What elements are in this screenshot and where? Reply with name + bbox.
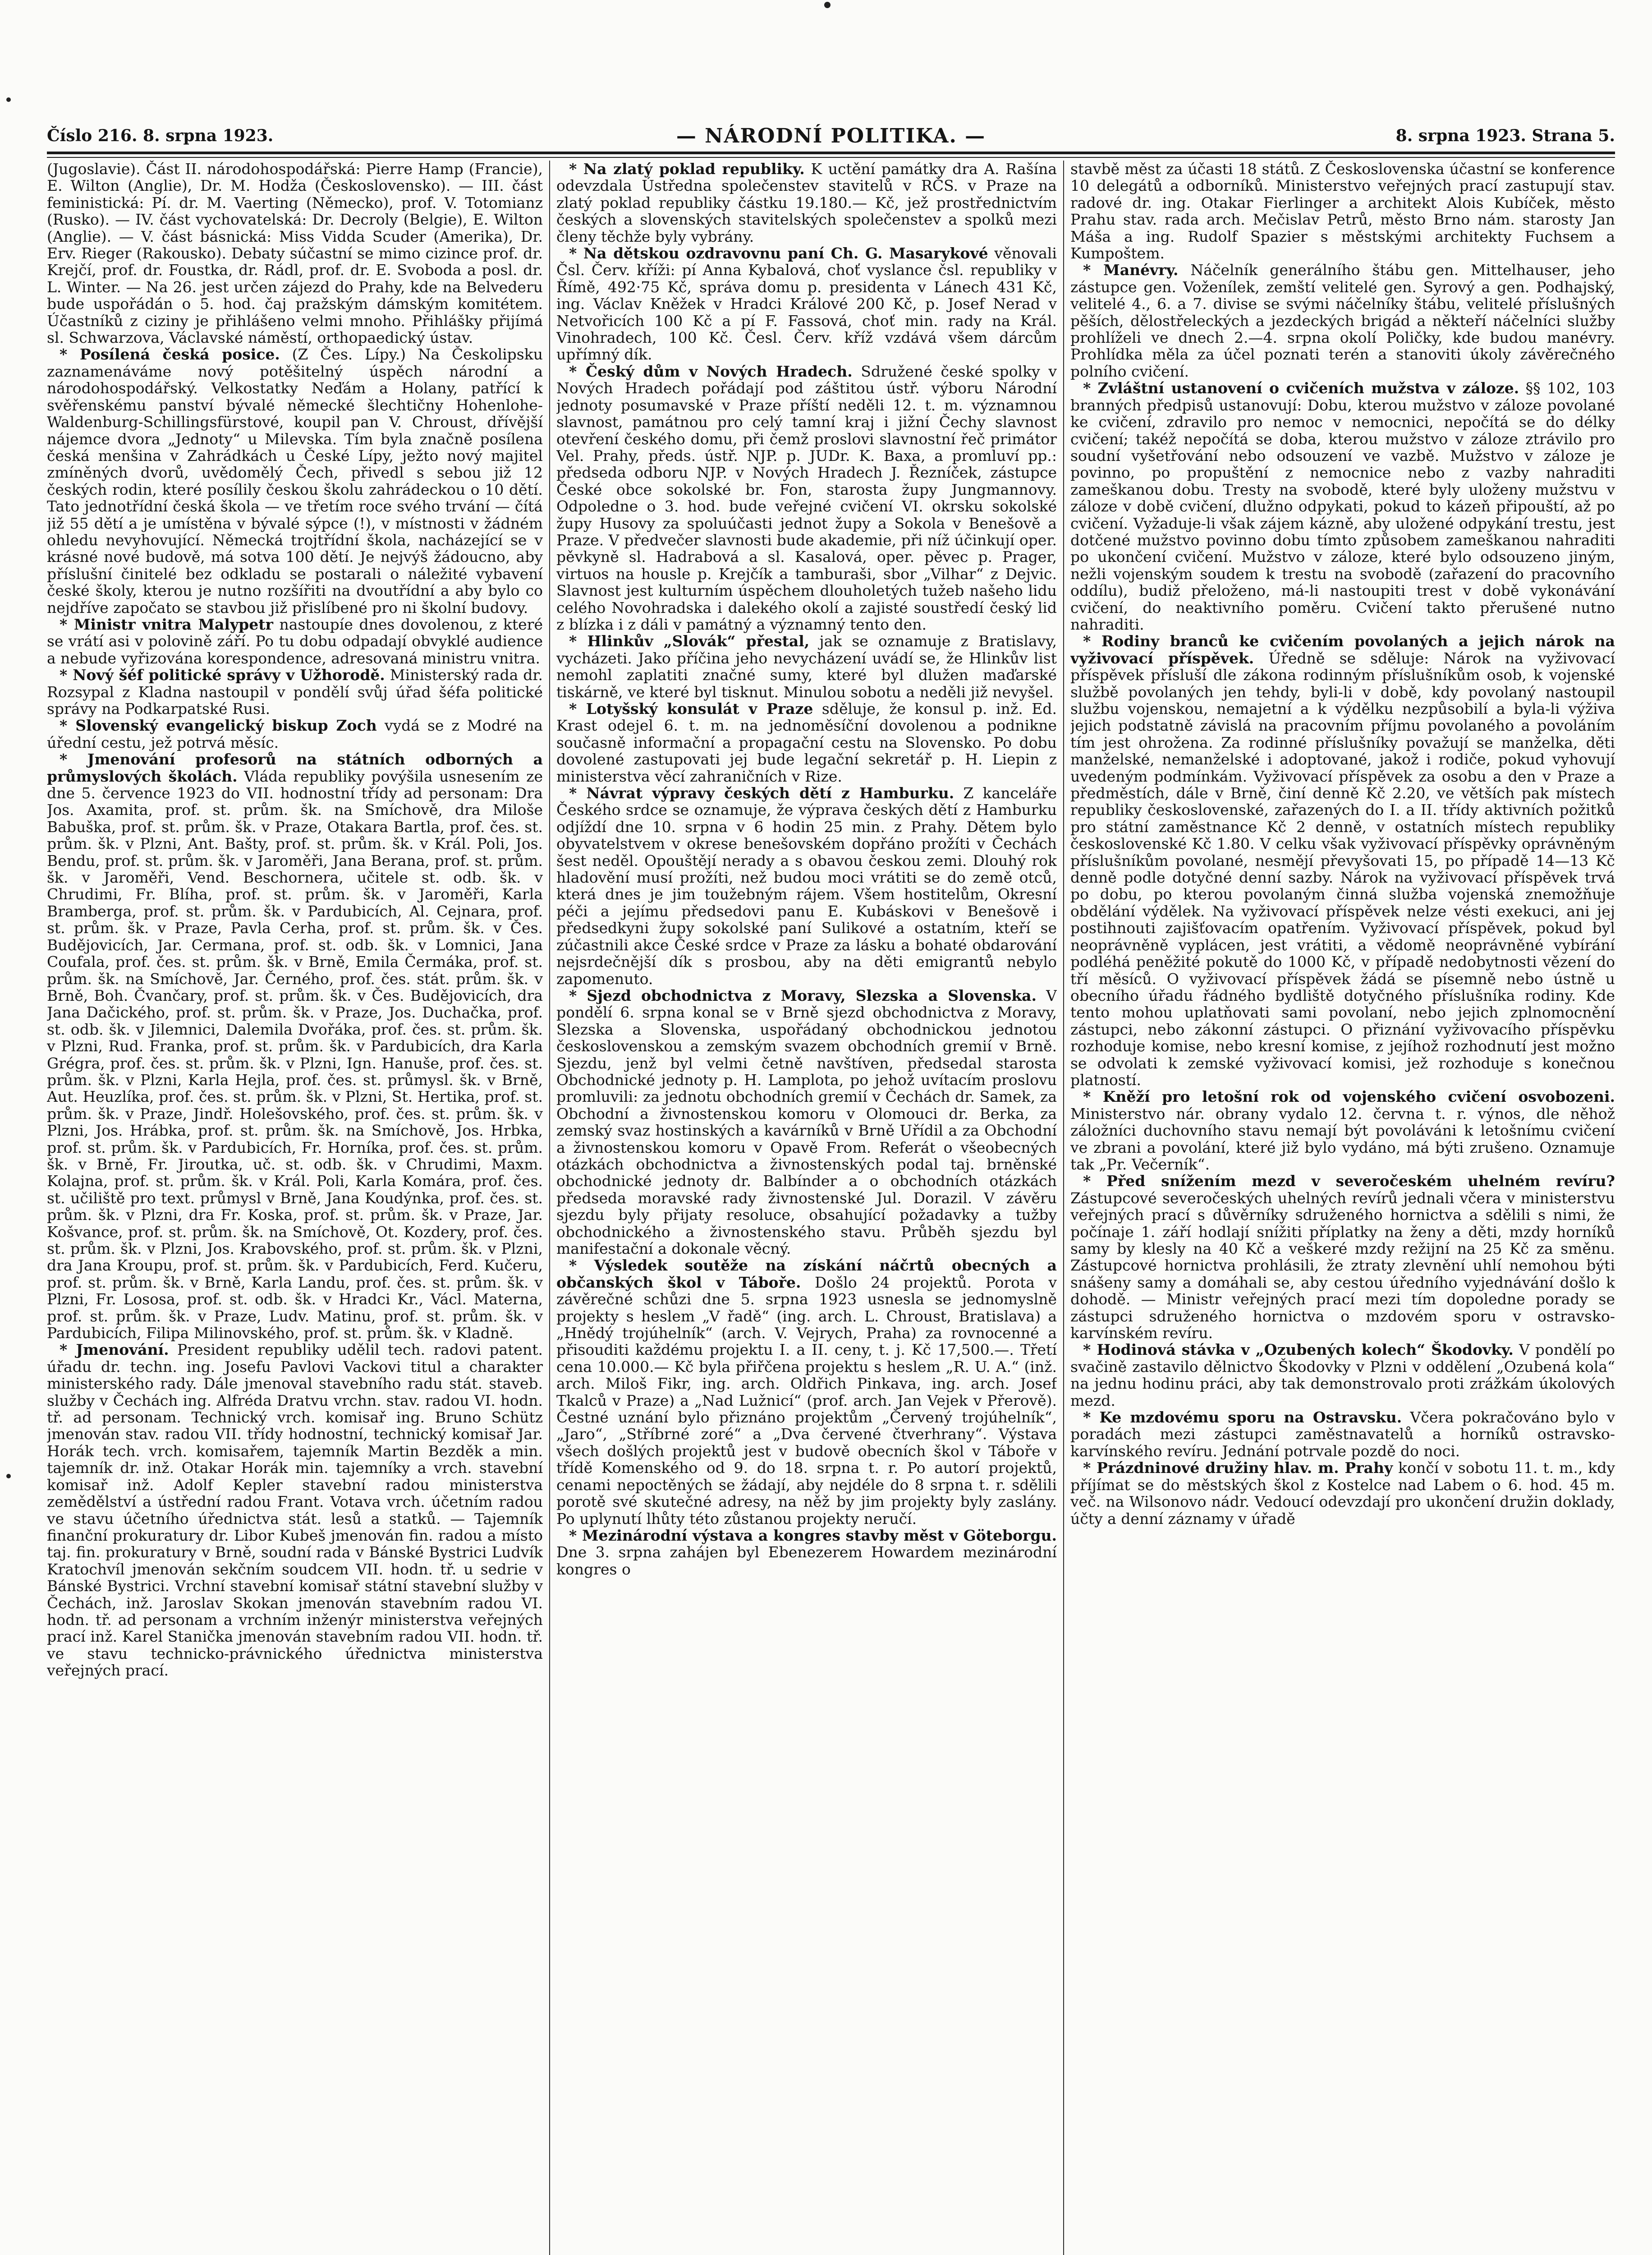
article-paragraph <box>556 700 1057 785</box>
column-divider <box>549 161 550 2255</box>
article-body: stavbě měst za účasti 18 států. Z Československa účastní se konference 10 delegátů a odborníků. Ministerstvo veřejných prací zastupují stav. radové dr. ing. Otakar Fierlinger a architekt Alois Kubíček, město Prahu stav. rada arch. Mečislav Petrů, město Brno nám. starosty Jan Máša a ing. Rudolf Spazier s městskými architekty Fuchsem a Kumpoštem. <box>1070 161 1615 262</box>
article-headline: * Nový šéf politické správy v Užhorodě. <box>60 666 385 684</box>
article-paragraph <box>47 751 543 1341</box>
article-headline: * Slovenský evangelický biskup Zoch <box>60 717 377 735</box>
article-body: Zástupcové severočeských uhelných revírů jednali včera v ministerstvu veřejných prací s důvěrníky sdruženého hornictva a sdělili s nimi, že počínaje 1. září hodlají snížiti příplatky na ženy a děti, mzdy horníků samy by klesly na 40 Kč a veškeré mzdy režijní na 25 Kč za směnu. Zástupcové hornictva prohlásili, že ztraty zlevnění uhlí nemohou býti snášeny samy a domáhali se, aby cestou úředního vyjednávání došlo k dohodě. — Ministr veřejných prací mezi tím dopoledne porady se zástupci sdruženého hornictva o mzdovém sporu v ostravsko-karvínském revíru. <box>1070 1189 1615 1342</box>
article-headline: * Před snížením mezd v severočeském uhelném revíru? <box>1083 1172 1615 1190</box>
article-paragraph <box>47 1341 543 1679</box>
article-headline: * Prázdninové družiny hlav. m. Prahy <box>1083 1459 1393 1477</box>
scan-mark <box>824 2 831 8</box>
article-paragraph <box>556 363 1057 633</box>
article-paragraph <box>1070 161 1615 262</box>
article-headline: * Návrat výpravy českých dětí z Hamburku. <box>569 784 954 802</box>
article-headline: * Výsledek soutěže na získání náčrtů obecných a občanských škol v Táboře. <box>556 1256 1057 1291</box>
article-paragraph <box>1070 1173 1615 1341</box>
article-body: Došlo 24 projektů. Porota v závěrečné schůzi dne 5. srpna 1923 usnesla se jednomyslně projekty s heslem „V řadě“ (ing. arch. L. Chroust, Bratislava) a „Hnědý trojúhelník“ (arch. V. Vejrych, Praha) za rovnocenné a přisouditi každému projektu I. a II. ceny, t. j. Kč 17,500.—. Třetí cena 10.000.— Kč byla přiřčena projektu s heslem „R. U. A.“ (inž. arch. Miloš Fikr, ing. arch. Oldřich Pinkava, ing. arch. Josef Tkalců v Praze) a „Nad Lužnicí“ (prof. arch. Jan Vejek v Přerově). Čestné uznání bylo přiznáno projektům „Červený trojúhelník“, „Jaro“, „Stříbrné zoré“ a „Dva červené čtverhrany“. Výstava všech došlých projektů jest v budově obecních škol v Táboře v třídě Komenského od 9. do 18. srpna t. r. Po autorí projektů, cenami nepoctěných se žádají, aby nejdéle do 8 srpna t. r. sdělili porotě své skutečné adresy, na něž by jim projekty byly zaslány. Po uplynutí lhůty této zůstanou projekty neručí. <box>556 1273 1057 1528</box>
scan-mark <box>6 97 11 102</box>
article-headline: * Rodiny branců ke cvičením povolaných a jejich nárok na vyživovací příspěvek. <box>1070 632 1615 667</box>
article-headline: * Manévry. <box>1083 261 1179 279</box>
article-headline: * Jmenování profesorů na státních odborných a průmyslových školách. <box>47 750 543 785</box>
date-page-number: 8. srpna 1923. Strana 5. <box>1395 126 1615 145</box>
header-rule <box>47 152 1615 154</box>
article-paragraph <box>556 245 1057 363</box>
article-headline: * Hlinkův „Slovák“ přestal, <box>569 632 810 650</box>
article-body: (Z Čes. Lípy.) Na Českolipsku zaznamenáváme nový potěšitelný úspěch národní a národohospodářský. Velkostatky Neďám a Holany, patřící k svěřenskému panství bývalé německé šlechtičny Hohenlohe-Waldenburg-Schillingsfürstové, koupil pan V. Chroust, dřívější nájemce dvora „Jednoty“ u Milevska. Tím byla značně posílena česká menšina v Zahrádkách u České Lípy, ježto nový majitel zmíněných dvorů, uvědomělý Čech, přivedl s sebou již 12 českých rodin, které posílily českou školu zahrádeckou o 10 dětí. Tato jednotřídní česká škola — ve třetím roce svého trvání — čítá již 55 dětí a je umístěna v bývalé sýpce (!), v místnosti v žádném ohledu nevyhovující. Německá trojtřídní škola, nacházející se v krásné nové budově, má sotva 100 dětí. Je nejvýš žádoucno, aby příslušní činitelé bez odkladu se postarali o náležité vybavení české školy, kterou je nutno rozšířiti na dvoutřídní a aby bylo co nejdříve započato se stavbou již přislíbené pro ni školní budovy. <box>47 345 543 617</box>
article-paragraph <box>556 1527 1057 1578</box>
column-1 <box>47 161 543 2255</box>
article-body: Ministerský rada dr. Rozsypal z Kladna nastoupil v pondělí svůj úřad šéfa politické správy na Podkarpatské Rusi. <box>47 666 543 718</box>
article-body: Úředně se sděluje: Nárok na vyživovací příspěvek přísluší dle zákona rodinným příslušníkům osob, k vojenské službě povolaných jen tehdy, byli-li v době, kdy povolaný nastoupil službu vojenskou, nemajetní a k výdělku nezpůsobilí a byla-li výživa jejich podstatně závislá na pracovním příjmu povolaného a povoláním tím jest ohrožena. Za rodinné příslušníky považují se manželka, děti manželské, nemanželské i adoptované, jakož i rodiče, pokud vyhovují uvedeným podmínkám. Vyživovací příspěvek za osobu a den v Praze a předměstích, dále v Brně, činí denně Kč 2.20, ve větších pak místech republiky československé, zařazených do I. a II. třídy aktivních požitků pro státní zaměstnance Kč 2 denně, v ostatních místech republiky československé Kč 1.80. V celku však vyživovací příspěvky oprávněným příslušníkům povolané, nesmějí převyšovati 15, po případě 14—13 Kč denně podle dotyčné denní sazby. Nárok na vyživovací příspěvek trvá po dobu, po kterou povolaným činná služba vojenská znemožňuje obdělání výdělek. Na vyživovací příspěvek nelze vésti exekuci, ani jej postihnouti zajišťovacím opatřením. Vyživovací příspěvek, pokud byl neoprávněně vyplácen, jest vrátiti, a vědomě neoprávněné vybírání podléhá peněžité pokutě do 1000 Kč, v případě nedobytnosti vězení do tří měsíců. O vyživovací příspěvek žádá se písemně nebo ústně u obecního úřadu řádného bydliště dotyčného příslušníka rodiny. Kde tento mohou uplatňovati sami povolaní, nebo jejich zplnomocnění zástupci, nebo zákonní zástupci. O přiznání vyživovacího příspěvku rozhoduje komise, nebo kresní komise, z jejíhož rozhodnutí jest možno se odvolati k zemské vyživovací komisi, jež rozhoduje s konečnou platností. <box>1070 649 1615 1089</box>
article-paragraph <box>556 1257 1057 1527</box>
article-body: K uctění památky dra A. Rašína odevzdala Ústředna společenstev stavitelů v RČS. v Praze na zlatý poklad republiky částku 19.180.— Kč, jež prostřednictvím českých a slovenských stavitelských společenstev a spolků mezi členy těchže byly vybrány. <box>556 161 1057 245</box>
article-paragraph <box>1070 633 1615 1088</box>
article-headline: * Jmenování. <box>60 1341 169 1359</box>
article-body: §§ 102, 103 branných předpisů ustanovují: Dobu, kterou mužstvo v záloze povolané ke cvičení, zdravilo pro nemoc v nemocnici, nepočítá se do délky cvičení; takéž nepočítá se doba, kterou mužstvo v záloze ztrávilo pro soudní vyšetřování nebo odsouzení ve vazbě. Mužstvo v záloze je povinno, po propuštění z nemocnice nebo z vazby nahraditi zameškanou dobu. Tresty na svobodě, které byly uloženy mužstvu v záloze v době cvičení, dlužno odpykati, pokud to kázeň připouští, až po cvičení. Vyžaduje-li však zájem kázně, aby uložené odpykání trestu, jest dotčené mužstvo povinno dobu tímto způsobem zameškanou nahraditi po ukončení cvičení. Mužstvo v záloze, které bylo odsouzeno jiným, nežli vojenským soudem k trestu na svobodě (zařazení do pracovního oddílu), budiž přeloženo, má-li nastoupiti trest v době vykonávání cvičení, do neaktivního poměru. Cvičení takto přerušené nutno nahraditi. <box>1070 379 1615 633</box>
article-paragraph <box>47 346 543 616</box>
article-headline: * Český dům v Nových Hradech. <box>569 362 853 380</box>
article-headline: * Na zlatý poklad republiky. <box>569 161 805 178</box>
article-paragraph <box>1070 1088 1615 1173</box>
article-body: Sdružené české spolky v Nových Hradech pořádají pod záštitou ústř. výboru Národní jednoty posumavské v Praze příští neděli 12. t. m. významnou slavnost, památnou pro celý tamní kraj i jižní Čechy slavnost otevření českého domu, při čemž proslovi slavnostní řeč primátor Vel. Prahy, předs. ústř. NJP. p. JUDr. K. Baxa, a promluví pp.: předseda odboru NJP. v Nových Hradech J. Řezníček, zástupce České obce sokolské br. Fon, starosta župy Jungmannovy. Odpoledne o 3. hod. bude veřejné cvičení VI. okrsku sokolské župy Husovy za spoluúčasti jednot župy a Sokola v Benešově a Praze. V předvečer slavnosti bude akademie, při níž účinkují oper. pěvkyně sl. Hadrabová a sl. Kasalová, oper. pěvec p. Prager, virtuos na housle p. Krejčík a tamburaši, sbor „Vilhar“ z Dejvic. Slavnost jest kulturním úspěchem dlouholetých tužeb našeho lidu celého Novohradska i dalekého okolí a zajisté soustředí český lid z blízka i z dáli v památný a významný tento den. <box>556 362 1057 633</box>
article-body: Dne 3. srpna zahájen byl Ebenezerem Howardem mezinárodní kongres o <box>556 1543 1057 1578</box>
article-body: nastoupíe dnes dovolenou, z které se vrátí asi v polovině září. Po tu dobu odpadají obvyklé audience a nebude vyřizována korespondence, adresovaná ministru vnitra. <box>47 615 543 667</box>
article-paragraph <box>1070 1341 1615 1409</box>
article-paragraph <box>556 987 1057 1257</box>
article-paragraph <box>47 717 543 751</box>
article-body: věnovali Čsl. Červ. kříži: pí Anna Kybalová, choť vyslance čsl. republiky v Římě, 492·75 Kč, správa domu p. presidenta v Lánech 431 Kč, ing. Václav Kněžek v Hradci Králové 200 Kč, p. Josef Nerad v Netvořicích 100 Kč a pí F. Fassová, choť min. rady na Král. Vinohradech, 100 Kč. Česl. Červ. kříž vzdává všem dárcům upřímný dík. <box>556 244 1057 364</box>
article-paragraph <box>1070 1459 1615 1527</box>
article-body: Náčelník generálního štábu gen. Mittelhauser, jeho zástupce gen. Voženílek, zemští velitelé gen. Syrový a gen. Podhajský, velitelé 4., 6. a 7. divise se svými náčelníky štábu, velitelé příslušných pěších, dělostřeleckých a jezdeckých brigád a někteří náčelníci služby prohlíželi ve dnech 2.—4. srpna okolí Poličky, kde budou manévry. Prohlídka měla za účel poznati terén a stanoviti úkoly závěrečného polního cvičení. <box>1070 261 1615 380</box>
article-body: (Jugoslavie). Část II. národohospodářská: Pierre Hamp (Francie), E. Wilton (Anglie), Dr. M. Hodža (Československo). — III. část feministická: Pí. dr. M. Vaerting (Německo), prof. V. Totomianz (Rusko). — IV. část vychovatelská: Dr. Decroly (Belgie), E. Wilton (Anglie). — V. část básnická: Miss Vidda Scuder (Amerika), Dr. Erv. Rieger (Rakousko). Debaty súčastní se mimo cizince prof. dr. Krejčí, prof. dr. Foustka, dr. Rádl, prof. dr. E. Svoboda a posl. dr. L. Winter. — Na 26. jest určen zájezd do Prahy, kde na Belvederu bude uspořádán o 5. hod. čaj pražským dámským komitétem. Účastníků z ciziny je přihlášeno velmi mnoho. Přihlášky přijímá sl. Schwarzova, Václavské náměstí, orthopaedický ústav. <box>47 161 543 347</box>
article-paragraph <box>47 616 543 667</box>
issue-number: Číslo 216. 8. srpna 1923. <box>47 126 274 145</box>
article-headline: * Posílená česká posice. <box>60 345 280 364</box>
column-divider <box>1063 161 1064 2255</box>
article-headline: * Ministr vnitra Malypetr <box>60 615 273 633</box>
article-headline: * Zvláštní ustanovení o cvičeních mužstva v záloze. <box>1083 379 1519 397</box>
article-body: končí v sobotu 11. t. m., kdy příjímat se do městských škol z Kostelce nad Labem o 6. hod. 45 m. več. na Wilsonovo nádr. Vedoucí odevzdají pro ukončení družin doklady, účty a denní záznamy v úřadě <box>1070 1459 1615 1528</box>
article-headline: * Lotyšský konsulát v Praze <box>569 700 813 718</box>
page-header <box>47 124 1615 152</box>
column-2 <box>556 161 1057 2255</box>
article-paragraph <box>1070 262 1615 380</box>
article-body: V pondělí po svačině zastavilo dělnictvo Škodovky v Plzni v oddělení „Ozubená kola“ na jednu hodinu práci, aby tak demonstrovalo proti zrážkám úkolových mezd. <box>1070 1341 1615 1409</box>
article-headline: * Kněží pro letošní rok od vojenského cvičení osvobozeni. <box>1083 1088 1615 1106</box>
article-headline: * Na dětskou ozdravovnu paní Ch. G. Masarykové <box>569 244 988 262</box>
article-headline: * Hodinová stávka v „Ozubených kolech“ Škodovky. <box>1083 1341 1514 1359</box>
article-paragraph <box>47 161 543 346</box>
header-rule-thin <box>47 157 1615 158</box>
article-body: President republiky udělil tech. radovi patent. úřadu dr. techn. ing. Josefu Pavlovi Vackovi titul a charakter ministerského rady. Dále jmenoval stavebního radu stát. staveb. služby v Čechách ing. Alfréda Dratvu vrchn. stav. radou VI. hodn. tř. ad personam. Technický vrch. komisař ing. Bruno Schütz jmenován stav. radou VII. třídy hodnostní, technický komisař Jar. Horák tech. vrch. komisařem, tajemník Martin Bezděk a min. tajemník dr. inž. Otakar Horák min. tajemníky a vrch. stavební komisař inž. Adolf Kepler stavební radou ministerstva zemědělství a ústřední radou Frant. Votava vrch. účetním radou ve stavu účetního úřednictva stát. lesů a statků. — Tajemník finanční prokuratury dr. Libor Kubeš jmenován fin. radou a místo taj. fin. prokuratury v Brně, soudní rada v Bánské Bystrici Ludvík Kratochvíl jmenován sekčním soudcem VII. hodn. tř. u sedrie v Bánské Bystrici. Vrchní stavební komisař státní stavební služby v Čechách, inž. Jaroslav Skokan jmenován stavebním radou VI. hodn. tř. ad personam a vrchním inženýr ministerstva veřejných prací inž. Karel Stanička jmenován stavebním radou VII. hodn. tř. ve stavu technicko-právnického úřednictva ministerstva veřejných prací. <box>47 1341 543 1680</box>
article-body: vydá se z Modré na úřední cestu, jež potrvá měsíc. <box>47 717 543 751</box>
article-headline: * Sjezd obchodnictva z Moravy, Slezska a Slovenska. <box>569 986 1037 1004</box>
article-body: Ministerstvo nár. obrany vydalo 12. června t. r. výnos, dle něhož záložníci duchovního stavu nemají být povoláváni k letošnímu cvičení ve zbrani a povolání, které již bylo vydáno, má býti zrušeno. Oznamuje tak „Pr. Večerník“. <box>1070 1104 1615 1173</box>
article-body: Z kanceláře Českého srdce se oznamuje, že výprava českých dětí z Hamburku odjíždí dne 10. srpna v 6 hodin 25 min. z Prahy. Dětem bylo obyvatelstvem v okrese benešovském dopřáno prožíti v Čechách šest neděl. Opouštějí nerady a s obavou českou zemi. Dlouhý rok hladovění musí prožíti, než budou moci vrátiti se do země otců, která dnes je jim toužebným rájem. Všem hostitelům, Okresní péči a jejímu předsedovi panu E. Kubáskovi v Benešově i předsedkyni župy sokolské paní Sulikové a ostatním, kteří se zúčastnili akce České srdce v Praze za lásku a bohaté obdarování nejsrdečnější dík s prosbou, aby na děti emigrantů nebylo zapomenuto. <box>556 784 1057 988</box>
article-paragraph <box>1070 1409 1615 1459</box>
article-body: jak se oznamuje z Bratislavy, vycházeti. Jako příčina jeho nevycházení uvádí se, že Hlinkův list nemohl zaplatiti značné sumy, které byl dlužen maďarské tiskárně, ve které byl tisknut. Minulou sobotu a neděli již nevyšel. <box>556 632 1057 701</box>
article-body: sděluje, že konsul p. inž. Ed. Krast odejel 6. t. m. na jednoměsíční dovolenou a podnikne současně informační a propagační cestu na Slovensko. Po dobu dovolené zastupovati jej bude legační sekretář p. H. Liepin z ministerstva věcí zahraničních v Rize. <box>556 700 1057 785</box>
scan-mark <box>6 1474 11 1478</box>
article-paragraph <box>556 161 1057 245</box>
article-paragraph <box>556 633 1057 700</box>
article-body: Vláda republiky povýšila usnesením ze dne 5. července 1923 do VII. hodnostní třídy ad personam: Dra Jos. Axamita, prof. st. prům. šk. na Smíchově, dra Miloše Babuška, prof. st. prům. šk. v Praze, Otakara Bartla, prof. čes. st. prům. šk. v Plzni, Ant. Bašty, prof. st. prům. šk. v Král. Poli, Jos. Bendu, prof. st. prům. šk. v Jaroměři, Jana Berana, prof. st. prům. šk. v Jaroměři, Vend. Beschornera, učitele st. odb. šk. v Chrudimi, Fr. Blíha, prof. st. prům. šk. v Jaroměři, Karla Bramberga, prof. st. prům. šk. v Pardubicích, Al. Cejnara, prof. st. prům. šk. v Praze, Pavla Cerha, prof. st. prům. šk. v Čes. Budějovicích, Jar. Cermana, prof. st. odb. šk. v Lomnici, Jana Coufala, prof. čes. st. prům. šk. v Brně, Emila Čermáka, prof. st. prům. šk. na Smíchově, Jar. Černého, prof. čes. stát. prům. šk. v Brně, Boh. Čvančary, prof. st. prům. šk. v Čes. Budějovicích, dra Jana Dačického, prof. st. prům. šk. v Praze, Jos. Duchačka, prof. st. odb. šk. v Jilemnici, Dalemila Dvořáka, prof. čes. st. prům. šk. v Plzni, Rud. Franka, prof. st. prům. šk. v Pardubicích, dra Karla Grégra, prof. čes. st. prům. šk. v Plzni, Ign. Hanuše, prof. čes. st. prům. šk. v Plzni, Karla Hejla, prof. čes. st. průmysl. šk. v Brně, Aut. Heuzlíka, prof. čes. st. prům. šk. v Plzni, St. Hertika, prof. st. prům. šk. v Praze, Jindř. Holešovského, prof. čes. st. prům. šk. v Plzni, Jos. Hrábka, prof. st. prům. šk. na Smíchově, Jos. Hrbka, prof. st. prům. šk. v Pardubicích, Fr. Horníka, prof. čes. st. prům. šk. v Brně, Fr. Jiroutka, uč. st. odb. šk. v Chrudimi, Maxm. Kolajna, prof. st. prům. šk. v Král. Poli, Karla Komára, prof. čes. st. učiliště pro text. průmysl v Brně, Jana Koudýnka, prof. čes. st. prům. šk. v Plzni, dra Fr. Koska, prof. st. prům. šk. v Praze, Jar. Košvance, prof. st. prům. šk. na Smíchově, Ot. Kozdery, prof. čes. st. prům. šk. v Plzni, Jos. Krabovského, prof. st. prům. šk. v Plzni, dra Jana Kroupu, prof. st. prům. šk. v Pardubicích, Ferd. Kučeru, prof. st. prům. šk. v Brně, Karla Landu, prof. čes. st. prům. šk. v Plzni, Fr. Lososa, prof. st. odb. šk. v Hradci Kr., Václ. Materna, prof. st. prům. šk. v Praze, Ludv. Matinu, prof. st. prům. šk. v Pardubicích, Filipa Milinovského, prof. st. prům. šk. v Kladně. <box>47 767 543 1342</box>
article-body: Včera pokračováno bylo v poradách mezi zástupci zaměstnavatelů a horníků ostravsko-karvínského revíru. Jednání potrvale pozdě do noci. <box>1070 1408 1615 1460</box>
masthead-title: — NÁRODNÍ POLITIKA. — <box>676 124 986 147</box>
article-headline: * Mezinárodní výstava a kongres stavby měst v Göteborgu. <box>569 1526 1057 1544</box>
article-paragraph <box>47 667 543 717</box>
article-paragraph <box>556 785 1057 987</box>
article-paragraph <box>1070 380 1615 633</box>
article-headline: * Ke mzdovému sporu na Ostravsku. <box>1083 1408 1402 1427</box>
column-3 <box>1070 161 1615 2255</box>
article-body: V pondělí 6. srpna konal se v Brně sjezd obchodnictva z Moravy, Slezska a Slovenska, uspořádaný obchodnickou jednotou československou a zemským svazem obchodních gremií v Brně. Sjezdu, jenž byl velmi četně navštíven, předsedal starosta Obchodnické jednoty p. H. Lamplota, po jehož uvítacím proslovu promluvili: za jednotu obchodních gremií v Čechách dr. Samek, za Obchodní a živnostenskou komoru v Olomouci dr. Berka, za zemský svaz hostinských a kavárníků v Brně Uřídil a za Obchodní a živnostenskou komoru v Opavě From. Referát o všeobecných otázkách obchodnictva a živnostenských podal taj. brněnské obchodnické jednoty dr. Balbínder a o obchodních otázkách předseda moravské rady živnostenské Jul. Dorazil. V závěru sjezdu byly přijaty resoluce, obsahující požadavky a tužby obchodnického a živnostenského stavu. Průběh sjezdu byl manifestační a dokonale věcný. <box>556 986 1057 1257</box>
